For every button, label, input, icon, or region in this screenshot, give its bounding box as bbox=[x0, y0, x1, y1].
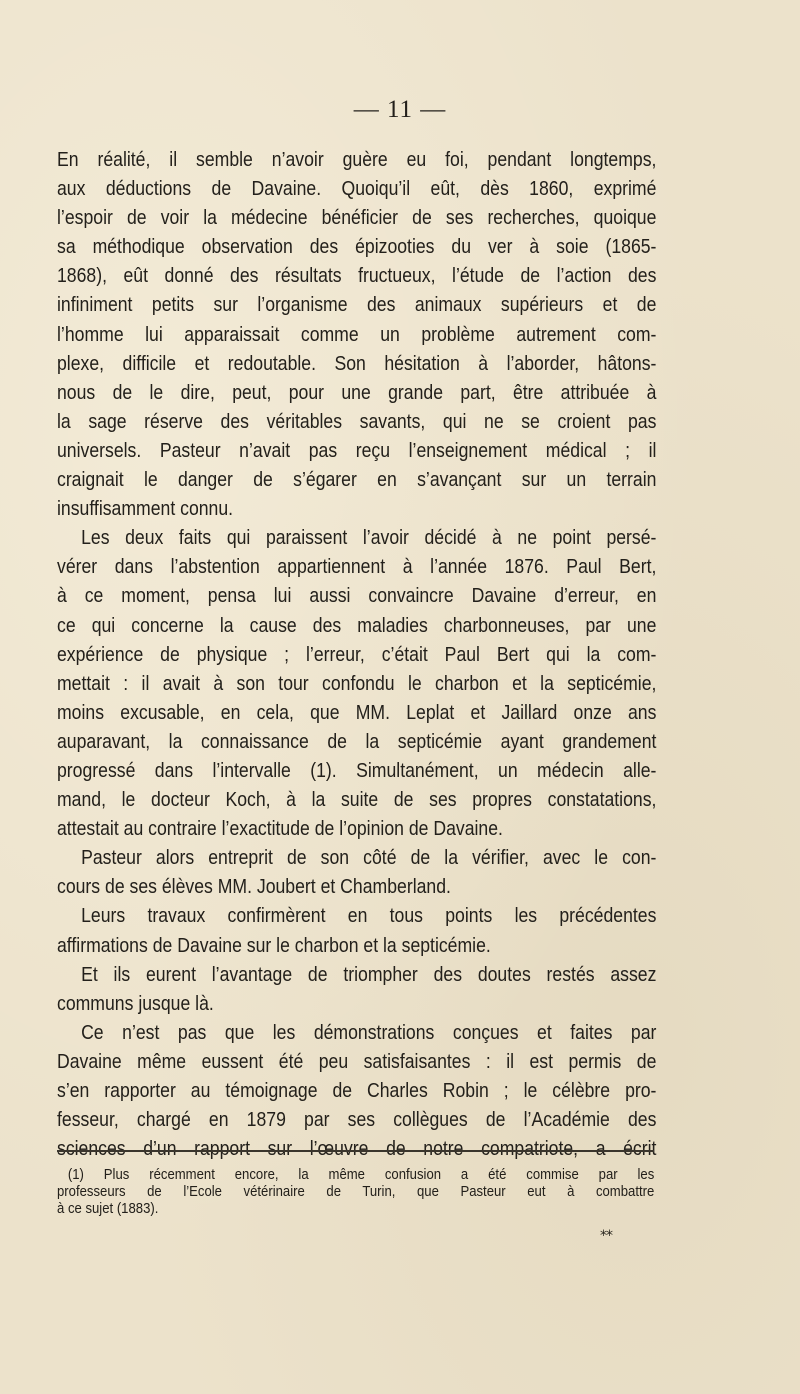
text-line: Davaine même eussent été peu satisfaisantes : il est permis de bbox=[57, 1049, 657, 1073]
signature-mark: ** bbox=[600, 1228, 612, 1244]
text-line: progressé dans l’intervalle (1). Simultanément, un médecin alle- bbox=[57, 758, 657, 782]
footnote bbox=[57, 1167, 657, 1218]
text-line: s’en rapporter au témoignage de Charles Robin ; le célèbre pro- bbox=[57, 1079, 657, 1102]
text-line: auparavant, la connaissance de la septicémie ayant grandement bbox=[57, 729, 657, 753]
text-line: Pasteur alors entreprit de son côté de la vérifier, avec le con- bbox=[81, 846, 657, 870]
text-line: communs jusque là. bbox=[57, 991, 214, 1015]
text-line: Ce n’est pas que les démonstrations conçues et faites par bbox=[81, 1020, 657, 1044]
footnote-line: (1) Plus récemment encore, la même confusion a été commise par les bbox=[67, 1167, 655, 1183]
text-line: nous de le dire, peut, pour une grande part, être attribuée à bbox=[57, 380, 657, 404]
text-line: moins excusable, en cela, que MM. Leplat et Jaillard onze ans bbox=[57, 700, 657, 724]
text-line: la sage réserve des véritables savants, qui ne se croient pas bbox=[57, 409, 657, 433]
text-line: craignait le danger de s’égarer en s’avançant sur un terrain bbox=[57, 468, 657, 492]
text-line: expérience de physique ; l’erreur, c’était Paul Bert qui la com- bbox=[57, 642, 657, 666]
text-line: Les deux faits qui paraissent l’avoir décidé à ne point persé- bbox=[81, 526, 657, 550]
text-line: mettait : il avait à son tour confondu le charbon et la septicémie, bbox=[57, 671, 657, 695]
text-line: mand, le docteur Koch, à la suite de ses propres constatations, bbox=[57, 788, 657, 812]
body-text bbox=[57, 145, 657, 1163]
text-line: fesseur, chargé en 1879 par ses collègues de l’Académie des bbox=[57, 1108, 657, 1132]
text-line: attestait au contraire l’exactitude de l’opinion de Davaine. bbox=[57, 817, 503, 841]
text-line: 1868), eût donné des résultats fructueux, l’étude de l’action des bbox=[57, 264, 657, 288]
text-line: sciences d’un rapport sur l’œuvre de notre compatriote, a écrit bbox=[57, 1137, 657, 1161]
text-line: infiniment petits sur l’organisme des animaux supérieurs et de bbox=[57, 293, 657, 317]
text-line: à ce moment, pensa lui aussi convaincre Davaine d’erreur, en bbox=[57, 584, 657, 608]
text-line: universels. Pasteur n’avait pas reçu l’enseignement médical ; il bbox=[57, 438, 657, 462]
text-line: plexe, difficile et redoutable. Son hésitation à l’aborder, hâtons- bbox=[57, 351, 657, 375]
text-line: sa méthodique observation des épizooties du ver à soie (1865- bbox=[57, 235, 657, 259]
text-line: aux déductions de Davaine. Quoiqu’il eût, dès 1860, exprimé bbox=[57, 177, 657, 201]
footnote-separator bbox=[57, 1150, 654, 1152]
text-line: cours de ses élèves MM. Joubert et Chamberland. bbox=[57, 875, 451, 899]
text-line: Leurs travaux confirmèrent en tous points les précédentes bbox=[81, 904, 657, 928]
footnote-line: professeurs de l’Ecole vétérinaire de Turin, que Pasteur eut à combattre bbox=[57, 1184, 655, 1200]
text-line: ce qui concerne la cause des maladies charbonneuses, par une bbox=[57, 613, 657, 637]
text-line: vérer dans l’abstention appartiennent à l’année 1876. Paul Bert, bbox=[57, 555, 657, 579]
footnote-line: à ce sujet (1883). bbox=[57, 1201, 159, 1217]
text-line: affirmations de Davaine sur le charbon et la septicémie. bbox=[57, 933, 491, 957]
text-line: En réalité, il semble n’avoir guère eu foi, pendant longtemps, bbox=[57, 148, 657, 171]
text-line: Et ils eurent l’avantage de triompher des doutes restés assez bbox=[81, 962, 657, 986]
text-line: l’homme lui apparaissait comme un problème autrement com- bbox=[57, 322, 657, 346]
page-number: — 11 — bbox=[353, 96, 447, 123]
text-line: insuffisamment connu. bbox=[57, 497, 234, 521]
text-line: l’espoir de voir la médecine bénéficier de ses recherches, quoique bbox=[57, 206, 657, 230]
